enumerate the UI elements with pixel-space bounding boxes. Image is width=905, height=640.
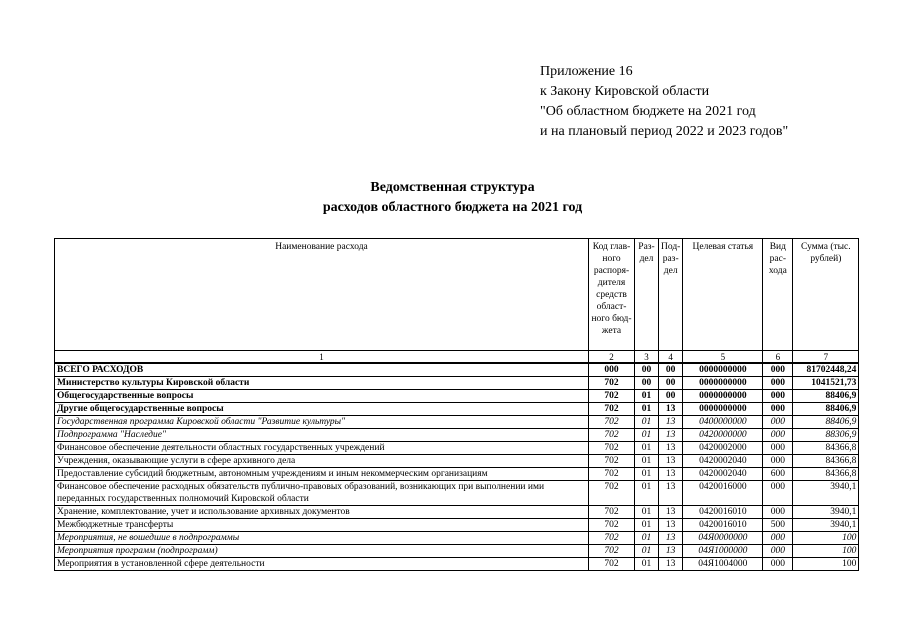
cell-amount: 3940,1 [793, 519, 859, 532]
table-row [55, 442, 859, 455]
col-header-subsection: Под-раз-дел [659, 239, 683, 351]
cell-section: 01 [635, 558, 659, 571]
cell-type: 000 [763, 545, 793, 558]
table-row [55, 390, 859, 403]
table-row [55, 481, 859, 506]
cell-section: 01 [635, 519, 659, 532]
cell-type: 000 [763, 429, 793, 442]
title-line: Ведомственная структура [370, 180, 535, 195]
cell-name: Мероприятия в установленной сфере деятельности [55, 558, 589, 571]
cell-type: 000 [763, 363, 793, 377]
cell-section: 01 [635, 481, 659, 506]
table-row [55, 363, 859, 377]
cell-section: 01 [635, 403, 659, 416]
cell-type: 600 [763, 468, 793, 481]
cell-name: ВСЕГО РАСХОДОВ [55, 363, 589, 377]
cell-name: Подпрограмма "Наследие" [55, 429, 589, 442]
cell-target: 0420016010 [683, 519, 763, 532]
cell-subsection: 13 [659, 403, 683, 416]
table-row [55, 416, 859, 429]
cell-name: Учреждения, оказывающие услуги в сфере архивного дела [55, 455, 589, 468]
cell-amount: 88306,9 [793, 429, 859, 442]
cell-subsection: 13 [659, 532, 683, 545]
cell-code: 702 [589, 558, 635, 571]
cell-name: Межбюджетные трансферты [55, 519, 589, 532]
cell-code: 702 [589, 403, 635, 416]
cell-amount: 1041521,73 [793, 377, 859, 390]
cell-code: 702 [589, 390, 635, 403]
table-row [55, 455, 859, 468]
cell-section: 00 [635, 363, 659, 377]
appendix-line: Приложение 16 [540, 64, 633, 79]
document-title [0, 178, 905, 218]
col-header-type: Вид рас-хода [763, 239, 793, 351]
column-number: 6 [763, 351, 793, 364]
cell-subsection: 13 [659, 455, 683, 468]
cell-subsection: 13 [659, 416, 683, 429]
cell-subsection: 13 [659, 429, 683, 442]
cell-target: 0000000000 [683, 390, 763, 403]
cell-code: 702 [589, 481, 635, 506]
cell-amount: 100 [793, 558, 859, 571]
table-row [55, 429, 859, 442]
cell-amount: 88406,9 [793, 403, 859, 416]
cell-name: Финансовое обеспечение расходных обязательств публично-правовых образований, возникающих при выполнении ими переданных государственных полномочий Кировской области [55, 481, 589, 506]
cell-name: Финансовое обеспечение деятельности областных государственных учреждений [55, 442, 589, 455]
col-header-admin-code: Код глав-ного распоря-дителя средств област-ного бюд-жета [589, 239, 635, 351]
cell-amount: 88406,9 [793, 416, 859, 429]
cell-type: 000 [763, 416, 793, 429]
col-header-name: Наименование расхода [55, 239, 589, 351]
cell-subsection: 00 [659, 390, 683, 403]
col-header-target: Целевая статья [683, 239, 763, 351]
cell-type: 000 [763, 506, 793, 519]
cell-target: 0420002040 [683, 468, 763, 481]
table-row [55, 558, 859, 571]
cell-code: 702 [589, 545, 635, 558]
column-number: 1 [55, 351, 589, 364]
title-line: расходов областного бюджета на 2021 год [322, 200, 583, 215]
cell-subsection: 13 [659, 468, 683, 481]
cell-section: 01 [635, 545, 659, 558]
cell-name: Другие общегосударственные вопросы [55, 403, 589, 416]
cell-type: 000 [763, 532, 793, 545]
cell-section: 01 [635, 442, 659, 455]
cell-amount: 3940,1 [793, 506, 859, 519]
cell-code: 702 [589, 532, 635, 545]
column-number: 3 [635, 351, 659, 364]
cell-amount: 100 [793, 532, 859, 545]
cell-name: Мероприятия программ (подпрограмм) [55, 545, 589, 558]
cell-section: 01 [635, 532, 659, 545]
cell-section: 01 [635, 416, 659, 429]
cell-type: 500 [763, 519, 793, 532]
cell-type: 000 [763, 558, 793, 571]
cell-code: 702 [589, 377, 635, 390]
table-row [55, 545, 859, 558]
cell-amount: 100 [793, 545, 859, 558]
cell-amount: 84366,8 [793, 442, 859, 455]
cell-amount: 88406,9 [793, 390, 859, 403]
cell-type: 000 [763, 377, 793, 390]
table-row [55, 532, 859, 545]
appendix-line: и на плановый период 2022 и 2023 годов" [540, 124, 789, 139]
cell-type: 000 [763, 481, 793, 506]
cell-code: 702 [589, 519, 635, 532]
cell-type: 000 [763, 403, 793, 416]
cell-name: Общегосударственные вопросы [55, 390, 589, 403]
cell-name: Министерство культуры Кировской области [55, 377, 589, 390]
cell-section: 01 [635, 506, 659, 519]
cell-code: 702 [589, 468, 635, 481]
cell-code: 702 [589, 506, 635, 519]
cell-target: 0420000000 [683, 429, 763, 442]
cell-amount: 84366,8 [793, 455, 859, 468]
cell-target: 04Я1000000 [683, 545, 763, 558]
cell-subsection: 13 [659, 506, 683, 519]
column-number-row [55, 351, 859, 364]
header-row [55, 239, 859, 351]
cell-code: 000 [589, 363, 635, 377]
cell-code: 702 [589, 416, 635, 429]
col-header-amount: Сумма (тыс. рублей) [793, 239, 859, 351]
table-row [55, 506, 859, 519]
cell-section: 01 [635, 455, 659, 468]
cell-target: 0400000000 [683, 416, 763, 429]
cell-type: 000 [763, 455, 793, 468]
cell-subsection: 13 [659, 545, 683, 558]
col-header-section: Раз-дел [635, 239, 659, 351]
cell-name: Государственная программа Кировской области "Развитие культуры" [55, 416, 589, 429]
table-row [55, 519, 859, 532]
column-number: 5 [683, 351, 763, 364]
table-row [55, 377, 859, 390]
cell-target: 0420002040 [683, 455, 763, 468]
table-row [55, 468, 859, 481]
cell-amount: 81702448,24 [793, 363, 859, 377]
cell-subsection: 13 [659, 519, 683, 532]
cell-amount: 3940,1 [793, 481, 859, 506]
cell-subsection: 00 [659, 377, 683, 390]
cell-code: 702 [589, 429, 635, 442]
cell-section: 00 [635, 377, 659, 390]
cell-section: 01 [635, 468, 659, 481]
appendix-note [540, 62, 788, 142]
cell-name: Предоставление субсидий бюджетным, автономным учреждениям и иным некоммерческим организациям [55, 468, 589, 481]
table-row [55, 403, 859, 416]
cell-name: Мероприятия, не вошедшие в подпрограммы [55, 532, 589, 545]
appendix-line: "Об областном бюджете на 2021 год [540, 104, 756, 119]
cell-target: 0420016010 [683, 506, 763, 519]
cell-section: 01 [635, 429, 659, 442]
cell-amount: 84366,8 [793, 468, 859, 481]
cell-section: 01 [635, 390, 659, 403]
cell-target: 04Я0000000 [683, 532, 763, 545]
cell-target: 0000000000 [683, 403, 763, 416]
cell-name: Хранение, комплектование, учет и использование архивных документов [55, 506, 589, 519]
cell-target: 0000000000 [683, 363, 763, 377]
cell-target: 0420002000 [683, 442, 763, 455]
cell-target: 04Я1004000 [683, 558, 763, 571]
cell-code: 702 [589, 442, 635, 455]
column-number: 4 [659, 351, 683, 364]
cell-subsection: 13 [659, 558, 683, 571]
cell-subsection: 13 [659, 481, 683, 506]
cell-subsection: 13 [659, 442, 683, 455]
cell-subsection: 00 [659, 363, 683, 377]
cell-type: 000 [763, 442, 793, 455]
column-number: 7 [793, 351, 859, 364]
cell-target: 0420016000 [683, 481, 763, 506]
appendix-line: к Закону Кировской области [540, 84, 710, 99]
cell-type: 000 [763, 390, 793, 403]
cell-code: 702 [589, 455, 635, 468]
column-number: 2 [589, 351, 635, 364]
expenditure-structure-table [54, 238, 859, 571]
cell-target: 0000000000 [683, 377, 763, 390]
